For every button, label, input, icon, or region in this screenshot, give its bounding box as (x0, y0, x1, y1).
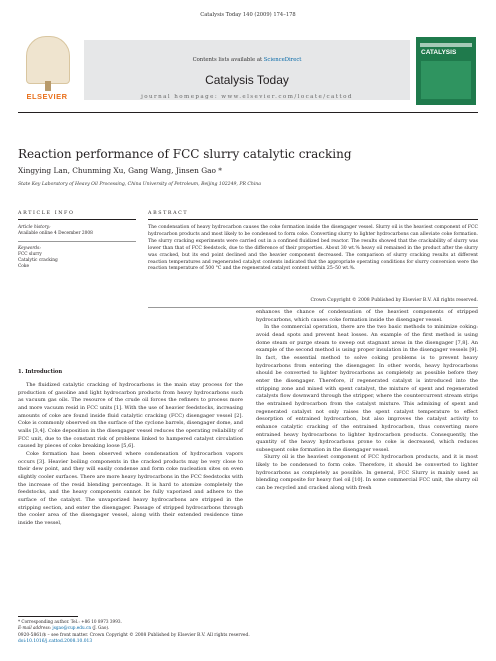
doi-link[interactable]: doi:10.1016/j.cattod.2008.10.013 (18, 639, 93, 645)
left-column (18, 382, 243, 527)
email-line (18, 625, 243, 631)
journal-reference: Catalysis Today 140 (2009) 174–178 (200, 12, 296, 18)
section-heading-introduction: 1. Introduction (18, 369, 63, 375)
keyword-item: Coke (18, 264, 30, 269)
author-email-link[interactable]: jsgao@cup.edu.cn (52, 625, 92, 630)
keyword-item: FCC slurry (18, 252, 42, 257)
footnote (18, 619, 243, 631)
tree-icon (26, 36, 70, 84)
email-label: E-mail address: (18, 625, 53, 630)
email-suffix: (J. Gao). (91, 625, 110, 630)
issn-line: 0920-5861/$ – see front matter. Crown Copyright © 2008 Published by Elsevier B.V. All rights reserved. (18, 633, 250, 638)
journal-cover-image (416, 37, 476, 105)
abstract-copyright: Crown Copyright © 2008 Published by Elsevier B.V. All rights reserved. (310, 298, 478, 303)
footnote-rule (18, 616, 78, 617)
abstract-heading: ABSTRACT (148, 211, 189, 216)
elsevier-logo (18, 36, 76, 102)
article-title: Reaction performance of FCC slurry catalytic cracking (18, 147, 352, 161)
front-matter-info (18, 633, 478, 646)
cover-artwork (421, 61, 471, 99)
journal-homepage[interactable]: journal homepage: www.elsevier.com/locate/cattod (141, 94, 353, 100)
article-info-heading: ARTICLE INFO (18, 211, 75, 216)
paragraph: Slurry oil is the heaviest component of FCC hydrocarbon products, and it is most likely to be condensed to form coke. Therefore, it should be converted to lighter hydrocarbons as completely as possible. In general, FCC Slurry is mainly used as blending composite for heavy fuel oil [10]. In some commercial FCC unit, the slurry oil can be recycled and cracked along with fresh (256, 454, 478, 492)
contents-prefix: Contents lists available at (192, 57, 264, 63)
journal-title: Catalysis Today (205, 73, 289, 87)
corresponding-author: * Corresponding author. Tel.: +86 10 8973 3993. (18, 619, 122, 624)
history-label: Article history: (18, 225, 51, 230)
paragraph: The fluidized catalytic cracking of hydrocarbons is the main stay process for the production of gasoline and light hydrocarbon products from heavy hydrocarbons such as vacuum gas oils. The resource of the crude oil forces the refiners to process more and more vacuum resid in FCC units [1]. With the use of heavier feedstocks, increasing amounts of coke are found inside fluid catalytic cracking (FCC) disengager vessel [2]. Coke is commonly observed on the surface of the cyclone barrels, disengager dome, and walls [3,4]. Coke deposition in the disengager vessel reduces the operating reliability of FCC unit, due to the constant risk of problems linked to hampered catalyst circulation caused by pieces of coke breaking loose [5,6]. (18, 382, 244, 450)
sciencedirect-link[interactable]: ScienceDirect (263, 57, 302, 63)
keyword-item: Catalytic cracking (18, 258, 58, 263)
paragraph: enhances the chance of condensation of the heaviest components of stripped hydrocarbons, which causes coke formation inside the disengager vessel. (256, 309, 478, 323)
keywords-label: Keywords: (18, 246, 41, 251)
article-info-rule (18, 219, 136, 220)
abstract-text: The condensation of heavy hydrocarbon causes the coke formation inside the disengager vessel. Slurry oil is the heaviest component of FCC hydrocarbon products and most likely to be condensed to form coke. Converting slurry to lighter hydrocarbons can alleviate coke formation. The slurry cracking experiments were carried out in a confined fluidized bed reactor. The results showed that the crackability of slurry was lower than that of FCC feedstock, due to the difference of their properties. About 30 wt.% heavy oil remained in the product after the slurry was cracked, but its end point declined and the heavier component decreased. The comparison of slurry cracking results at different reaction temperatures and regenerated catalyst contents indicated that the appropriate operating conditions for slurry conversion were the reaction temperature of 500 °C and the regenerated catalyst content within 25–50 wt.%. (148, 225, 478, 272)
paragraph: In the commercial operation, there are the two basic methods to minimize coking: avoid dead spots and prevent heat losses. An example of the first method is using dome steam or purge steam to sweep out stagnant areas in the disengager [7,8]. An example of the second method is using proper insulation in the disengager vessels [9]. In fact, the essential method to solve coking problems is to prevent heavy hydrocarbons from entering the disengager. In other words, heavy hydrocarbons should be converted to lighter hydrocarbons as completely as possible before they enter the disengager. Therefore, if regenerated catalyst is introduced into the stripping zone and mixed with spent catalyst, the mixture of spent and regenerated catalysts flow downward through the stripper, where the countercurrent stream strips the entrained hydrocarbon from the catalyst mixture. This admixing of spent and regenerated catalyst not only raises the spent catalyst temperature to effect desorption of entrained hydrocarbon, but also improves the catalyst activity to enhance catalytic cracking of the entrained hydrocarbon, thus converting more entrained heavy hydrocarbons to lighter hydrocarbon products. Consequently, the quantity of the heavy hydrocarbons prone to coke is decreased, which reduces subsequent coke formation in the disengager vessel. (256, 324, 478, 453)
cover-title: CATALYSIS (421, 49, 457, 56)
right-column (256, 309, 478, 493)
cover-band (420, 43, 472, 47)
article-authors: Xingying Lan, Chunming Xu, Gang Wang, Jinsen Gao * (18, 166, 222, 175)
info-divider (18, 241, 136, 242)
abstract-rule (148, 219, 478, 220)
header-rule (18, 112, 478, 113)
publisher-logo-text: ELSEVIER (26, 92, 68, 101)
history-value: Available online 4 December 2008 (18, 231, 93, 236)
journal-header-band (84, 40, 410, 100)
contents-line (84, 57, 410, 63)
abstract-bottom-rule (148, 307, 478, 308)
paragraph: Coke formation has been observed where condensation of hydrocarbon vapors occurs [3]. Heavier boiling components in the cracked products may be very close to their dew point, and they will easily condense and form coke nucleation sites on even slightly cooler surfaces. There are more heavy hydrocarbons in the FCC feedstocks with the increase of the resid blending percentage. It is hard to atomize completely the feedstocks, and the heavy components cannot be fully vaporized and adhere to the surface of the catalyst. The unvaporized heavy hydrocarbons are stripped in the stripping section, and enter the disengager. Passage of stripped hydrocarbons through the cooler area of the disengager vessel, along with their extended residence time inside the vessel, (18, 450, 243, 526)
article-affiliation: State Key Laboratory of Heavy Oil Processing, China University of Petroleum, Beijing 102249, PR China (18, 182, 262, 187)
